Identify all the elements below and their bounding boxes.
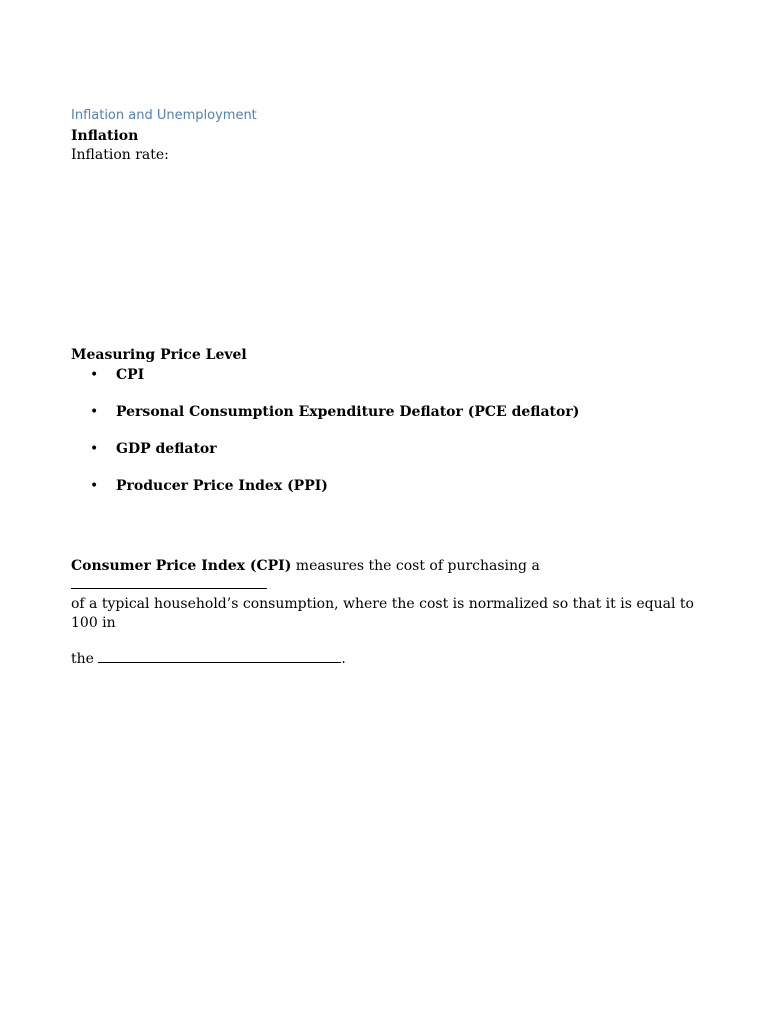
cpi-text-period: . bbox=[341, 651, 346, 667]
bullet-icon: • bbox=[90, 367, 99, 383]
fill-in-blank-2 bbox=[98, 650, 341, 663]
list-item-label: CPI bbox=[116, 367, 145, 383]
bullet-icon: • bbox=[90, 441, 99, 457]
cpi-definition-line-3 bbox=[71, 650, 696, 669]
inflation-rate-label: Inflation rate: bbox=[71, 147, 169, 163]
cpi-term: Consumer Price Index (CPI) bbox=[71, 558, 292, 574]
cpi-text-the: the bbox=[71, 651, 99, 667]
list-item-label: Producer Price Index (PPI) bbox=[116, 478, 328, 494]
blank-answer-space bbox=[71, 165, 696, 345]
list-item-label: Personal Consumption Expenditure Deflator (PCE deflator) bbox=[116, 404, 580, 420]
list-item bbox=[90, 439, 696, 476]
measuring-price-level-heading: Measuring Price Level bbox=[71, 347, 247, 363]
list-item bbox=[90, 476, 696, 513]
price-measures-list bbox=[90, 365, 696, 513]
section-heading-inflation: Inflation bbox=[71, 128, 139, 144]
cpi-text-part-1: measures the cost of purchasing a bbox=[291, 558, 540, 574]
list-item-label: GDP deflator bbox=[116, 441, 217, 457]
list-item bbox=[90, 365, 696, 402]
list-item bbox=[90, 402, 696, 439]
cpi-definition-line-1 bbox=[71, 557, 696, 595]
fill-in-blank-1 bbox=[71, 576, 267, 589]
document-page bbox=[71, 106, 696, 669]
cpi-definition-line-2: of a typical household’s consumption, where the cost is normalized so that it is equal to 100 in bbox=[71, 596, 694, 631]
bullet-icon: • bbox=[90, 404, 99, 420]
document-title: Inflation and Unemployment bbox=[71, 108, 257, 123]
bullet-icon: • bbox=[90, 478, 99, 494]
